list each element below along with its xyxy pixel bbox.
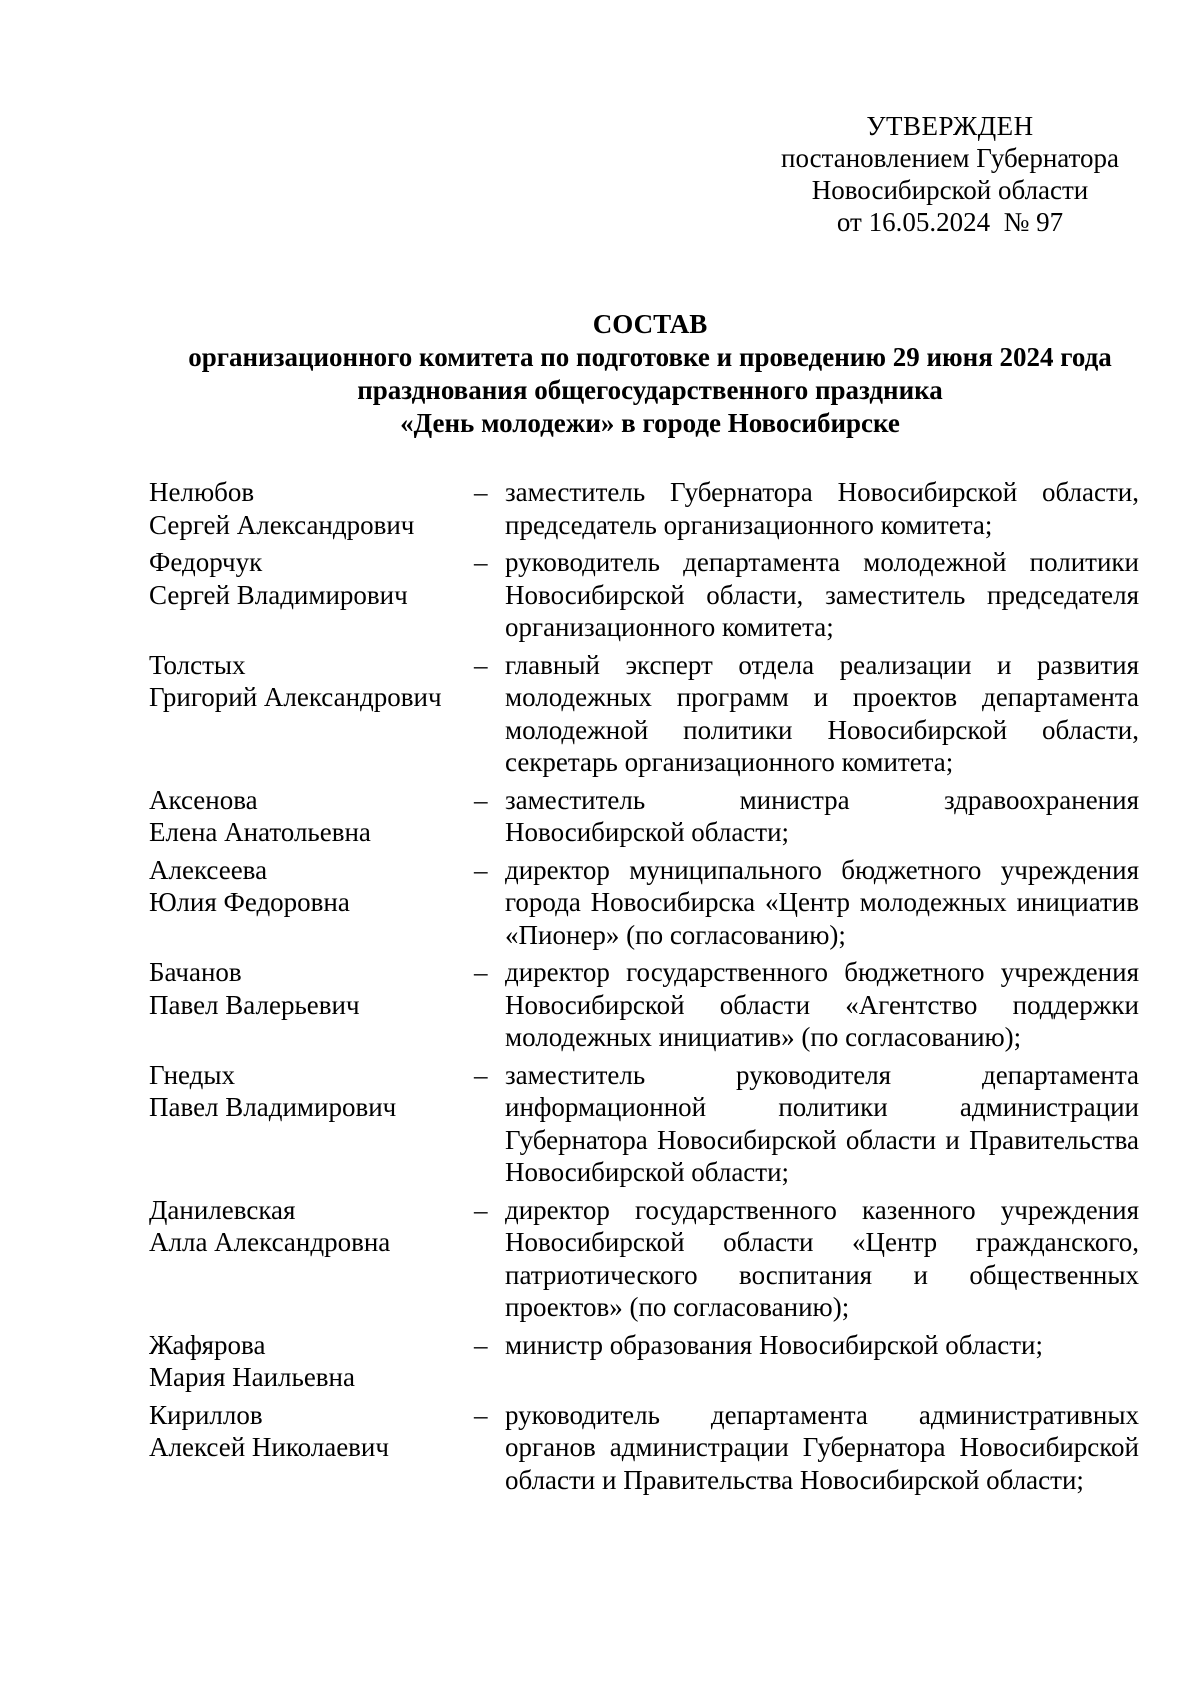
heading-title: СОСТАВ [592, 309, 708, 339]
member-row [149, 649, 1139, 779]
member-row [149, 546, 1139, 644]
member-role: главный эксперт отдела реализации и развития молодежных программ и проектов департамента молодежной политики Новосибирской области, секретарь организационного комитета; [505, 649, 1139, 777]
member-name [149, 1329, 474, 1394]
heading-line-1: организационного комитета по подготовке и проведению 29 июня 2024 года [188, 342, 1112, 372]
members-list [149, 476, 1139, 1501]
member-surname: Федорчук [149, 547, 263, 577]
member-row [149, 784, 1139, 849]
member-dash: – [474, 1194, 488, 1225]
member-row [149, 956, 1139, 1054]
member-role: руководитель департамента административных органов администрации Губернатора Новосибирской области и Правительства Новосибирской области; [505, 1399, 1139, 1495]
member-dash: – [474, 957, 488, 987]
member-name [149, 956, 474, 1054]
member-dash: – [474, 477, 488, 507]
member-surname: Толстых [149, 649, 246, 680]
member-row [149, 1059, 1139, 1189]
approval-line-2: Новосибирской области [811, 175, 1089, 205]
approval-line-1: постановлением Губернатора [781, 143, 1119, 173]
member-role: руководитель департамента молодежной политики Новосибирской области, заместитель председателя организационного комитета; [505, 547, 1139, 642]
member-role: министр образования Новосибирской области; [505, 1329, 1044, 1360]
member-role: заместитель Губернатора Новосибирской области, председатель организационного комитета; [505, 477, 1139, 540]
member-name [149, 1059, 474, 1189]
member-name [149, 1194, 474, 1324]
approval-block [740, 110, 1160, 238]
member-surname: Аксенова [149, 784, 258, 815]
member-role: заместитель руководителя департамента информационной политики администрации Губернатора Новосибирской области и Правительства Новосибирской области; [505, 1059, 1139, 1187]
member-surname: Бачанов [149, 957, 242, 987]
member-surname: Кириллов [149, 1399, 263, 1430]
member-dash: – [474, 1399, 488, 1430]
member-dash: – [474, 1059, 488, 1090]
member-dash: – [474, 649, 488, 680]
member-dash: – [474, 1329, 488, 1360]
approval-date-number: от 16.05.2024 № 97 [836, 207, 1064, 237]
member-surname: Жафярова [149, 1329, 266, 1360]
member-given-names: Сергей Владимирович [149, 579, 408, 610]
member-role: заместитель министра здравоохранения Новосибирской области; [505, 784, 1139, 847]
member-surname: Нелюбов [149, 477, 255, 507]
member-name [149, 854, 474, 952]
member-given-names: Алла Александровна [149, 1227, 391, 1257]
member-name [149, 649, 474, 779]
member-given-names: Сергей Александрович [149, 509, 415, 540]
heading-line-3: «День молодежи» в городе Новосибирске [400, 408, 900, 438]
member-dash: – [474, 547, 488, 577]
member-dash: – [474, 854, 488, 885]
member-name [149, 546, 474, 644]
member-name [149, 476, 474, 541]
member-surname: Данилевская [149, 1194, 296, 1225]
member-role: директор государственного казенного учреждения Новосибирской области «Центр гражданского, патриотического воспитания и общественных проектов» (по согласованию); [505, 1194, 1139, 1322]
member-row [149, 1399, 1139, 1497]
member-given-names: Юлия Федоровна [149, 887, 350, 917]
member-row [149, 1194, 1139, 1324]
member-row [149, 854, 1139, 952]
approval-title: УТВЕРЖДЕН [866, 111, 1034, 141]
heading-line-2: празднования общегосударственного праздника [357, 375, 943, 405]
member-surname: Гнедых [149, 1059, 236, 1090]
member-row [149, 1329, 1139, 1394]
member-dash: – [474, 784, 488, 815]
member-given-names: Павел Владимирович [149, 1092, 397, 1122]
member-name [149, 784, 474, 849]
document-heading [60, 308, 1200, 440]
member-role: директор муниципального бюджетного учреждения города Новосибирска «Центр молодежных инициатив «Пионер» (по согласованию); [505, 854, 1139, 950]
member-given-names: Мария Наильевна [149, 1362, 355, 1392]
member-given-names: Григорий Александрович [149, 682, 442, 712]
member-given-names: Елена Анатольевна [149, 817, 371, 847]
member-given-names: Алексей Николаевич [149, 1432, 389, 1462]
member-given-names: Павел Валерьевич [149, 989, 360, 1020]
member-role: директор государственного бюджетного учреждения Новосибирской области «Агентство поддержки молодежных инициатив» (по согласованию); [505, 957, 1139, 1052]
member-name [149, 1399, 474, 1497]
member-surname: Алексеева [149, 854, 268, 885]
member-row [149, 476, 1139, 541]
